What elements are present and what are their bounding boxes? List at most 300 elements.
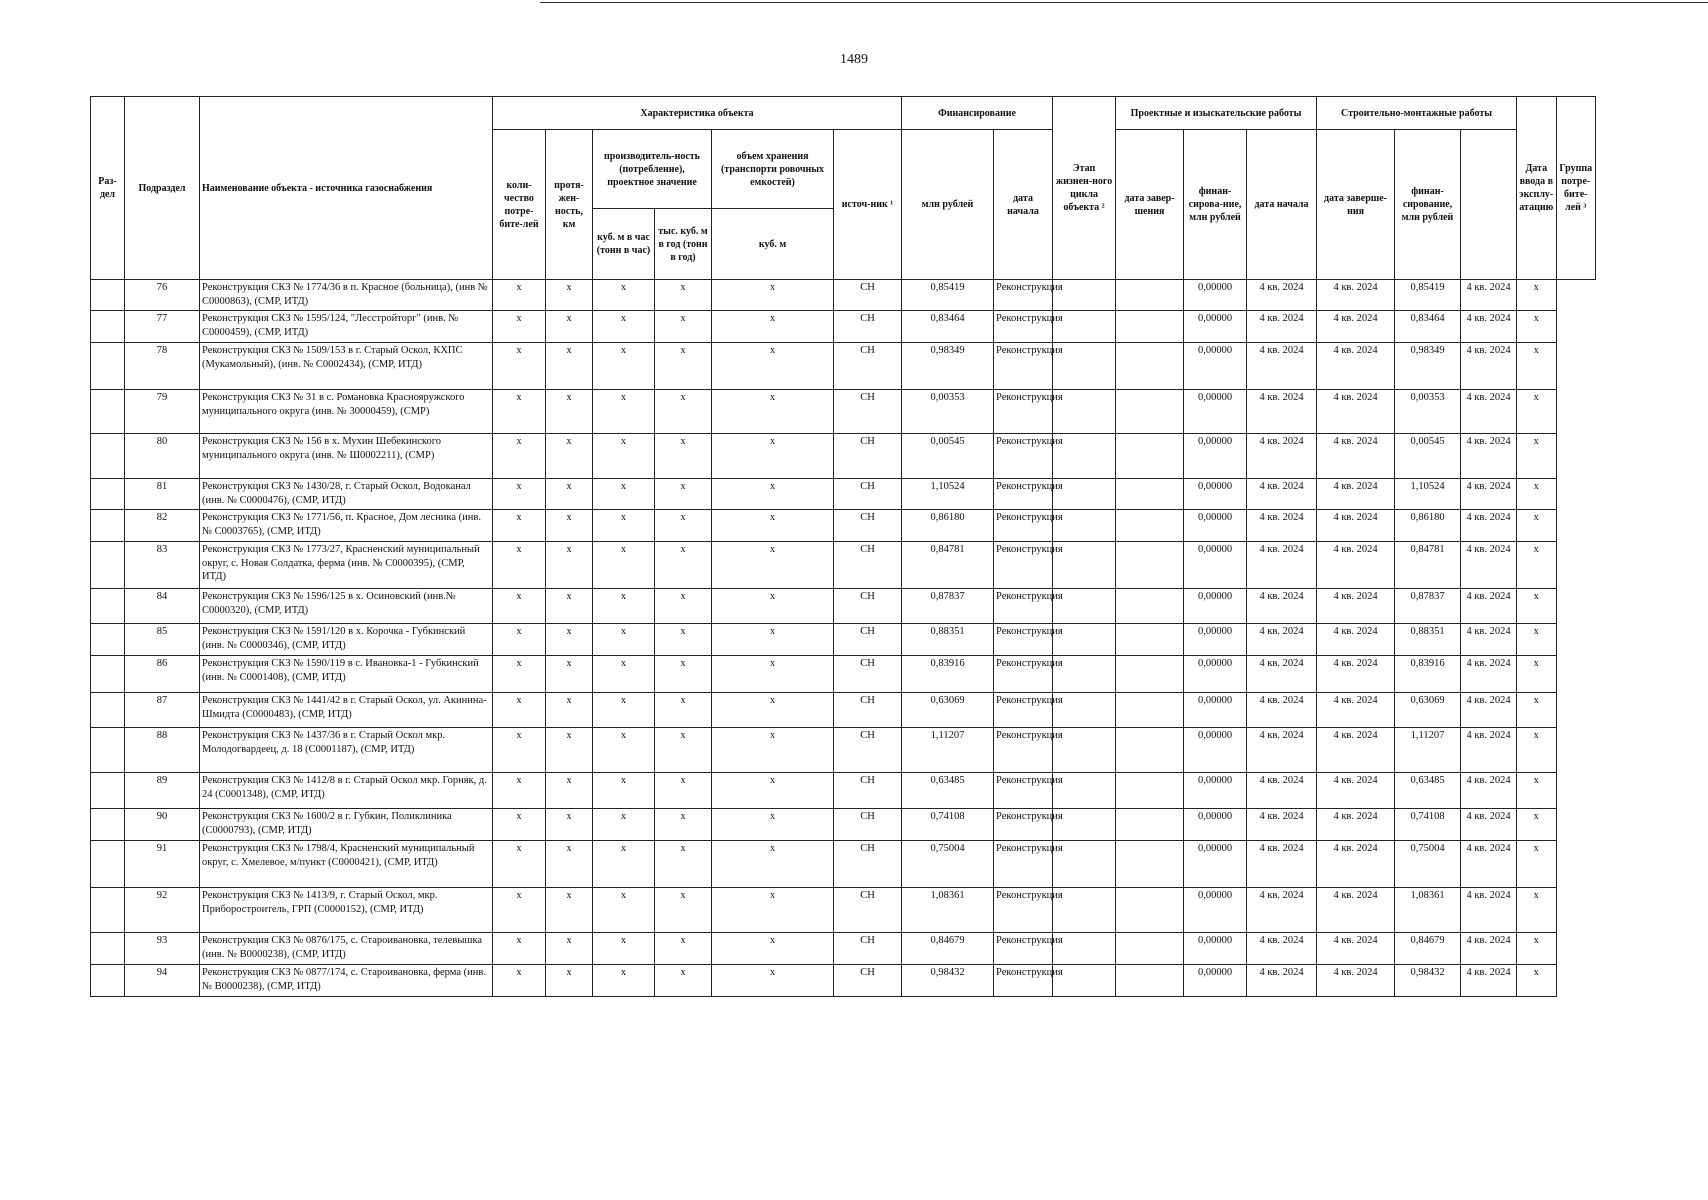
source-cell: СН <box>834 841 902 888</box>
commissioning-date-cell: 4 кв. 2024 <box>1461 841 1517 888</box>
storage-volume-cell: x <box>712 809 834 841</box>
length-cell: x <box>546 773 593 809</box>
stage-cell: Реконструкция <box>994 624 1053 656</box>
length-cell: x <box>546 589 593 624</box>
object-name-cell: Реконструкция СКЗ № 1441/42 в г. Старый Оскол, ул. Акинина-Шмидта (С0000483), (СМР, ИТД) <box>200 693 493 728</box>
construction-end-cell: 4 кв. 2024 <box>1317 728 1395 773</box>
object-name-cell: Реконструкция СКЗ № 1774/36 в п. Красное (больница), (инв № С0000863), (СМР, ИТД) <box>200 280 493 311</box>
length-cell: x <box>546 888 593 933</box>
length-cell: x <box>546 728 593 773</box>
razdel-cell <box>91 933 125 965</box>
design-end-cell <box>1116 390 1184 434</box>
stage-cell: Реконструкция <box>994 965 1053 997</box>
design-financing-cell: 0,00000 <box>1184 693 1247 728</box>
stage-cell: Реконструкция <box>994 434 1053 479</box>
subsection-cell: 90 <box>125 809 200 841</box>
object-name-cell: Реконструкция СКЗ № 0876/175, с. Староивановка, телевышка (инв. № В0000238), (СМР, ИТД) <box>200 933 493 965</box>
hourly-capacity-cell: x <box>593 434 655 479</box>
object-name-cell: Реконструкция СКЗ № 1509/153 в г. Старый Оскол, КХПС (Мукамольный), (инв. № С0002434), (СМР, ИТД) <box>200 343 493 390</box>
header-design-financing: финан-сирова-ние, млн рублей <box>1184 130 1247 280</box>
source-cell: СН <box>834 479 902 510</box>
commissioning-date-cell: 4 кв. 2024 <box>1461 542 1517 589</box>
design-end-cell <box>1116 933 1184 965</box>
mln-rub-cell: 0,84679 <box>902 933 994 965</box>
consumer-group-cell: x <box>1517 343 1556 390</box>
stage-cell: Реконструкция <box>994 510 1053 542</box>
construction-end-cell: 4 кв. 2024 <box>1317 479 1395 510</box>
stage-cell: Реконструкция <box>994 841 1053 888</box>
header-commissioning-date: Дата ввода в эксплу-атацию <box>1517 97 1556 280</box>
consumer-group-cell: x <box>1517 542 1556 589</box>
stage-cell: Реконструкция <box>994 280 1053 311</box>
design-end-cell <box>1116 965 1184 997</box>
page-number: 1489 <box>840 52 868 67</box>
consumers-cell: x <box>493 693 546 728</box>
razdel-cell <box>91 280 125 311</box>
consumer-group-cell: x <box>1517 841 1556 888</box>
construction-financing-cell: 0,63485 <box>1395 773 1461 809</box>
razdel-cell <box>91 390 125 434</box>
consumers-cell: x <box>493 542 546 589</box>
consumers-cell: x <box>493 434 546 479</box>
table-row <box>91 390 1596 434</box>
gas-supply-register-table <box>90 96 1596 997</box>
design-end-cell <box>1116 888 1184 933</box>
hourly-capacity-cell: x <box>593 542 655 589</box>
commissioning-date-cell: 4 кв. 2024 <box>1461 510 1517 542</box>
header-thousand-cubic-per-year: тыс. куб. м в год (тонн в год) <box>655 209 712 280</box>
design-end-cell <box>1116 542 1184 589</box>
mln-rub-cell: 0,85419 <box>902 280 994 311</box>
design-end-cell <box>1116 773 1184 809</box>
storage-volume-cell: x <box>712 434 834 479</box>
construction-financing-cell: 0,98432 <box>1395 965 1461 997</box>
mln-rub-cell: 0,74108 <box>902 809 994 841</box>
mln-rub-cell: 0,83916 <box>902 656 994 693</box>
source-cell: СН <box>834 510 902 542</box>
hourly-capacity-cell: x <box>593 656 655 693</box>
hourly-capacity-cell: x <box>593 510 655 542</box>
storage-volume-cell: x <box>712 624 834 656</box>
mln-rub-cell: 0,98349 <box>902 343 994 390</box>
construction-financing-cell: 0,84781 <box>1395 542 1461 589</box>
consumer-group-cell: x <box>1517 510 1556 542</box>
consumer-group-cell: x <box>1517 809 1556 841</box>
commissioning-date-cell: 4 кв. 2024 <box>1461 656 1517 693</box>
table-row <box>91 841 1596 888</box>
construction-end-cell: 4 кв. 2024 <box>1317 809 1395 841</box>
razdel-cell <box>91 311 125 343</box>
header-storage-volume: объем хранения (транспорти ровочных емкостей) <box>712 130 834 209</box>
storage-volume-cell: x <box>712 728 834 773</box>
source-cell: СН <box>834 693 902 728</box>
source-cell: СН <box>834 390 902 434</box>
construction-end-cell: 4 кв. 2024 <box>1317 933 1395 965</box>
table-body <box>91 280 1596 997</box>
subsection-cell: 91 <box>125 841 200 888</box>
design-end-cell <box>1116 510 1184 542</box>
mln-rub-cell: 0,00353 <box>902 390 994 434</box>
construction-start-cell: 4 кв. 2024 <box>1247 693 1317 728</box>
construction-end-cell: 4 кв. 2024 <box>1317 280 1395 311</box>
razdel-cell <box>91 965 125 997</box>
mln-rub-cell: 0,84781 <box>902 542 994 589</box>
object-name-cell: Реконструкция СКЗ № 1773/27, Красненский муниципальный округ, с. Новая Солдатка, ферма (инв. № С0000395), (СМР, ИТД) <box>200 542 493 589</box>
scan-edge-line <box>540 2 1708 3</box>
consumer-group-cell: x <box>1517 965 1556 997</box>
design-financing-cell: 0,00000 <box>1184 888 1247 933</box>
annual-capacity-cell: x <box>655 841 712 888</box>
stage-cell: Реконструкция <box>994 589 1053 624</box>
length-cell: x <box>546 280 593 311</box>
razdel-cell <box>91 589 125 624</box>
construction-start-cell: 4 кв. 2024 <box>1247 933 1317 965</box>
subsection-cell: 78 <box>125 343 200 390</box>
construction-start-cell: 4 кв. 2024 <box>1247 809 1317 841</box>
commissioning-date-cell: 4 кв. 2024 <box>1461 773 1517 809</box>
hourly-capacity-cell: x <box>593 809 655 841</box>
stage-cell: Реконструкция <box>994 542 1053 589</box>
storage-volume-cell: x <box>712 965 834 997</box>
razdel-cell <box>91 542 125 589</box>
subsection-cell: 89 <box>125 773 200 809</box>
consumer-group-cell: x <box>1517 589 1556 624</box>
design-end-cell <box>1116 809 1184 841</box>
header-consumers-count: коли-чество потре-бите-лей <box>493 130 546 280</box>
stage-cell: Реконструкция <box>994 311 1053 343</box>
table-row <box>91 589 1596 624</box>
construction-financing-cell: 0,98349 <box>1395 343 1461 390</box>
razdel-cell <box>91 841 125 888</box>
annual-capacity-cell: x <box>655 542 712 589</box>
object-name-cell: Реконструкция СКЗ № 1412/8 в г. Старый Оскол мкр. Горняк, д. 24 (С0001348), (СМР, ИТД) <box>200 773 493 809</box>
consumer-group-cell: x <box>1517 280 1556 311</box>
subsection-cell: 86 <box>125 656 200 693</box>
consumers-cell: x <box>493 479 546 510</box>
header-length: протя-жен-ность, км <box>546 130 593 280</box>
header-stage: Этап жизнен-ного цикла объекта ² <box>1053 97 1116 280</box>
construction-financing-cell: 0,84679 <box>1395 933 1461 965</box>
object-name-cell: Реконструкция СКЗ № 1590/119 в с. Ивановка-1 - Губкинский (инв. № С0001408), (СМР, ИТД) <box>200 656 493 693</box>
annual-capacity-cell: x <box>655 280 712 311</box>
construction-end-cell: 4 кв. 2024 <box>1317 434 1395 479</box>
object-name-cell: Реконструкция СКЗ № 1591/120 в х. Корочка - Губкинский (инв. № С0000346), (СМР, ИТД) <box>200 624 493 656</box>
table-row <box>91 888 1596 933</box>
length-cell: x <box>546 965 593 997</box>
storage-volume-cell: x <box>712 693 834 728</box>
header-construction-works: Строительно-монтажные работы <box>1317 97 1517 130</box>
design-financing-cell: 0,00000 <box>1184 510 1247 542</box>
construction-financing-cell: 1,11207 <box>1395 728 1461 773</box>
design-financing-cell: 0,00000 <box>1184 479 1247 510</box>
hourly-capacity-cell: x <box>593 589 655 624</box>
subsection-cell: 92 <box>125 888 200 933</box>
design-end-cell <box>1116 343 1184 390</box>
design-end-cell <box>1116 693 1184 728</box>
length-cell: x <box>546 933 593 965</box>
source-cell: СН <box>834 589 902 624</box>
storage-volume-cell: x <box>712 841 834 888</box>
header-design-start: дата начала <box>994 130 1053 280</box>
header-design-end: дата завер-шения <box>1116 130 1184 280</box>
annual-capacity-cell: x <box>655 809 712 841</box>
annual-capacity-cell: x <box>655 624 712 656</box>
construction-start-cell: 4 кв. 2024 <box>1247 728 1317 773</box>
storage-volume-cell: x <box>712 589 834 624</box>
source-cell: СН <box>834 434 902 479</box>
design-financing-cell: 0,00000 <box>1184 656 1247 693</box>
design-financing-cell: 0,00000 <box>1184 589 1247 624</box>
hourly-capacity-cell: x <box>593 841 655 888</box>
table-row <box>91 479 1596 510</box>
commissioning-date-cell: 4 кв. 2024 <box>1461 589 1517 624</box>
construction-end-cell: 4 кв. 2024 <box>1317 656 1395 693</box>
subsection-cell: 79 <box>125 390 200 434</box>
razdel-cell <box>91 434 125 479</box>
object-name-cell: Реконструкция СКЗ № 1413/9, г. Старый Оскол, мкр. Приборостроитель, ГРП (С0000152), (СМР, ИТД) <box>200 888 493 933</box>
construction-end-cell: 4 кв. 2024 <box>1317 841 1395 888</box>
stage-cell: Реконструкция <box>994 343 1053 390</box>
table-row <box>91 624 1596 656</box>
storage-volume-cell: x <box>712 773 834 809</box>
consumers-cell: x <box>493 589 546 624</box>
consumer-group-cell: x <box>1517 773 1556 809</box>
object-name-cell: Реконструкция СКЗ № 1430/28, г. Старый Оскол, Водоканал (инв. № С0000476), (СМР, ИТД) <box>200 479 493 510</box>
header-mln-rub: млн рублей <box>902 130 994 280</box>
hourly-capacity-cell: x <box>593 280 655 311</box>
commissioning-date-cell: 4 кв. 2024 <box>1461 728 1517 773</box>
design-end-cell <box>1116 728 1184 773</box>
consumers-cell: x <box>493 343 546 390</box>
object-name-cell: Реконструкция СКЗ № 1596/125 в х. Осиновский (инв.№ С0000320), (СМР, ИТД) <box>200 589 493 624</box>
design-financing-cell: 0,00000 <box>1184 542 1247 589</box>
consumers-cell: x <box>493 390 546 434</box>
length-cell: x <box>546 656 593 693</box>
consumers-cell: x <box>493 510 546 542</box>
construction-end-cell: 4 кв. 2024 <box>1317 589 1395 624</box>
construction-start-cell: 4 кв. 2024 <box>1247 390 1317 434</box>
construction-end-cell: 4 кв. 2024 <box>1317 693 1395 728</box>
table-row <box>91 965 1596 997</box>
construction-start-cell: 4 кв. 2024 <box>1247 434 1317 479</box>
razdel-cell <box>91 343 125 390</box>
annual-capacity-cell: x <box>655 773 712 809</box>
construction-start-cell: 4 кв. 2024 <box>1247 542 1317 589</box>
table-row <box>91 773 1596 809</box>
length-cell: x <box>546 510 593 542</box>
annual-capacity-cell: x <box>655 479 712 510</box>
consumers-cell: x <box>493 888 546 933</box>
consumer-group-cell: x <box>1517 479 1556 510</box>
hourly-capacity-cell: x <box>593 479 655 510</box>
consumers-cell: x <box>493 280 546 311</box>
table-row <box>91 728 1596 773</box>
consumer-group-cell: x <box>1517 624 1556 656</box>
construction-start-cell: 4 кв. 2024 <box>1247 965 1317 997</box>
subsection-cell: 77 <box>125 311 200 343</box>
construction-start-cell: 4 кв. 2024 <box>1247 311 1317 343</box>
hourly-capacity-cell: x <box>593 624 655 656</box>
header-construction-financing: финан-сирование, млн рублей <box>1395 130 1461 280</box>
consumer-group-cell: x <box>1517 434 1556 479</box>
length-cell: x <box>546 693 593 728</box>
mln-rub-cell: 0,75004 <box>902 841 994 888</box>
header-cubic-per-hour: куб. м в час (тонн в час) <box>593 209 655 280</box>
annual-capacity-cell: x <box>655 311 712 343</box>
consumers-cell: x <box>493 656 546 693</box>
object-name-cell: Реконструкция СКЗ № 1437/36 в г. Старый Оскол мкр. Молодогвардеец, д. 18 (С0001187), (СМР, ИТД) <box>200 728 493 773</box>
storage-volume-cell: x <box>712 542 834 589</box>
design-financing-cell: 0,00000 <box>1184 933 1247 965</box>
object-name-cell: Реконструкция СКЗ № 1600/2 в г. Губкин, Поликлиника (С0000793), (СМР, ИТД) <box>200 809 493 841</box>
length-cell: x <box>546 479 593 510</box>
construction-start-cell: 4 кв. 2024 <box>1247 343 1317 390</box>
header-row-1 <box>91 97 1596 130</box>
consumers-cell: x <box>493 933 546 965</box>
table-row <box>91 933 1596 965</box>
razdel-cell <box>91 656 125 693</box>
design-financing-cell: 0,00000 <box>1184 965 1247 997</box>
commissioning-date-cell: 4 кв. 2024 <box>1461 280 1517 311</box>
consumer-group-cell: x <box>1517 390 1556 434</box>
construction-financing-cell: 0,00353 <box>1395 390 1461 434</box>
commissioning-date-cell: 4 кв. 2024 <box>1461 434 1517 479</box>
design-financing-cell: 0,00000 <box>1184 728 1247 773</box>
annual-capacity-cell: x <box>655 888 712 933</box>
razdel-cell <box>91 479 125 510</box>
hourly-capacity-cell: x <box>593 728 655 773</box>
commissioning-date-cell: 4 кв. 2024 <box>1461 311 1517 343</box>
consumer-group-cell: x <box>1517 311 1556 343</box>
hourly-capacity-cell: x <box>593 888 655 933</box>
hourly-capacity-cell: x <box>593 773 655 809</box>
header-cubic-m: куб. м <box>712 209 834 280</box>
mln-rub-cell: 0,86180 <box>902 510 994 542</box>
stage-cell: Реконструкция <box>994 728 1053 773</box>
hourly-capacity-cell: x <box>593 390 655 434</box>
mln-rub-cell: 0,63485 <box>902 773 994 809</box>
consumers-cell: x <box>493 624 546 656</box>
construction-start-cell: 4 кв. 2024 <box>1247 888 1317 933</box>
annual-capacity-cell: x <box>655 693 712 728</box>
source-cell: СН <box>834 343 902 390</box>
consumers-cell: x <box>493 841 546 888</box>
object-name-cell: Реконструкция СКЗ № 1771/56, п. Красное, Дом лесника (инв. № С0003765), (СМР, ИТД) <box>200 510 493 542</box>
stage-cell: Реконструкция <box>994 656 1053 693</box>
source-cell: СН <box>834 965 902 997</box>
construction-start-cell: 4 кв. 2024 <box>1247 841 1317 888</box>
consumer-group-cell: x <box>1517 656 1556 693</box>
header-capacity: производитель-ность (потребление), проектное значение <box>593 130 712 209</box>
storage-volume-cell: x <box>712 343 834 390</box>
length-cell: x <box>546 542 593 589</box>
storage-volume-cell: x <box>712 479 834 510</box>
construction-financing-cell: 0,74108 <box>1395 809 1461 841</box>
construction-start-cell: 4 кв. 2024 <box>1247 656 1317 693</box>
design-financing-cell: 0,00000 <box>1184 841 1247 888</box>
subsection-cell: 87 <box>125 693 200 728</box>
header-object-name: Наименование объекта - источника газоснабжения <box>200 97 493 280</box>
consumers-cell: x <box>493 728 546 773</box>
construction-end-cell: 4 кв. 2024 <box>1317 624 1395 656</box>
design-end-cell <box>1116 589 1184 624</box>
subsection-cell: 94 <box>125 965 200 997</box>
construction-start-cell: 4 кв. 2024 <box>1247 773 1317 809</box>
header-construction-start: дата начала <box>1247 130 1317 280</box>
header-financing: Финансирование <box>902 97 1053 130</box>
header-characteristics: Характеристика объекта <box>493 97 902 130</box>
subsection-cell: 81 <box>125 479 200 510</box>
design-financing-cell: 0,00000 <box>1184 809 1247 841</box>
annual-capacity-cell: x <box>655 390 712 434</box>
construction-start-cell: 4 кв. 2024 <box>1247 624 1317 656</box>
construction-financing-cell: 0,83916 <box>1395 656 1461 693</box>
annual-capacity-cell: x <box>655 728 712 773</box>
source-cell: СН <box>834 773 902 809</box>
design-financing-cell: 0,00000 <box>1184 390 1247 434</box>
subsection-cell: 88 <box>125 728 200 773</box>
construction-end-cell: 4 кв. 2024 <box>1317 965 1395 997</box>
length-cell: x <box>546 343 593 390</box>
table-row <box>91 311 1596 343</box>
object-name-cell: Реконструкция СКЗ № 1595/124, "Лесстройторг" (инв. № С0000459), (СМР, ИТД) <box>200 311 493 343</box>
annual-capacity-cell: x <box>655 343 712 390</box>
construction-financing-cell: 0,83464 <box>1395 311 1461 343</box>
razdel-cell <box>91 809 125 841</box>
construction-financing-cell: 1,10524 <box>1395 479 1461 510</box>
annual-capacity-cell: x <box>655 510 712 542</box>
design-financing-cell: 0,00000 <box>1184 434 1247 479</box>
construction-financing-cell: 0,75004 <box>1395 841 1461 888</box>
hourly-capacity-cell: x <box>593 965 655 997</box>
table-row <box>91 656 1596 693</box>
construction-start-cell: 4 кв. 2024 <box>1247 280 1317 311</box>
design-end-cell <box>1116 479 1184 510</box>
source-cell: СН <box>834 311 902 343</box>
length-cell: x <box>546 390 593 434</box>
length-cell: x <box>546 809 593 841</box>
stage-cell: Реконструкция <box>994 479 1053 510</box>
design-end-cell <box>1116 656 1184 693</box>
mln-rub-cell: 1,10524 <box>902 479 994 510</box>
object-name-cell: Реконструкция СКЗ № 0877/174, с. Староивановка, ферма (инв. № В0000238), (СМР, ИТД) <box>200 965 493 997</box>
consumer-group-cell: x <box>1517 933 1556 965</box>
hourly-capacity-cell: x <box>593 693 655 728</box>
table-row <box>91 693 1596 728</box>
commissioning-date-cell: 4 кв. 2024 <box>1461 479 1517 510</box>
header-razdel: Раз-дел <box>91 97 125 280</box>
consumers-cell: x <box>493 965 546 997</box>
annual-capacity-cell: x <box>655 933 712 965</box>
design-end-cell <box>1116 280 1184 311</box>
storage-volume-cell: x <box>712 656 834 693</box>
commissioning-date-cell: 4 кв. 2024 <box>1461 888 1517 933</box>
commissioning-date-cell: 4 кв. 2024 <box>1461 693 1517 728</box>
commissioning-date-cell: 4 кв. 2024 <box>1461 809 1517 841</box>
mln-rub-cell: 1,11207 <box>902 728 994 773</box>
subsection-cell: 80 <box>125 434 200 479</box>
table-row <box>91 510 1596 542</box>
source-cell: СН <box>834 280 902 311</box>
razdel-cell <box>91 510 125 542</box>
header-consumer-group: Группа потре-бите-лей ³ <box>1556 97 1595 280</box>
annual-capacity-cell: x <box>655 656 712 693</box>
design-end-cell <box>1116 434 1184 479</box>
subsection-cell: 93 <box>125 933 200 965</box>
design-end-cell <box>1116 311 1184 343</box>
construction-start-cell: 4 кв. 2024 <box>1247 479 1317 510</box>
commissioning-date-cell: 4 кв. 2024 <box>1461 933 1517 965</box>
